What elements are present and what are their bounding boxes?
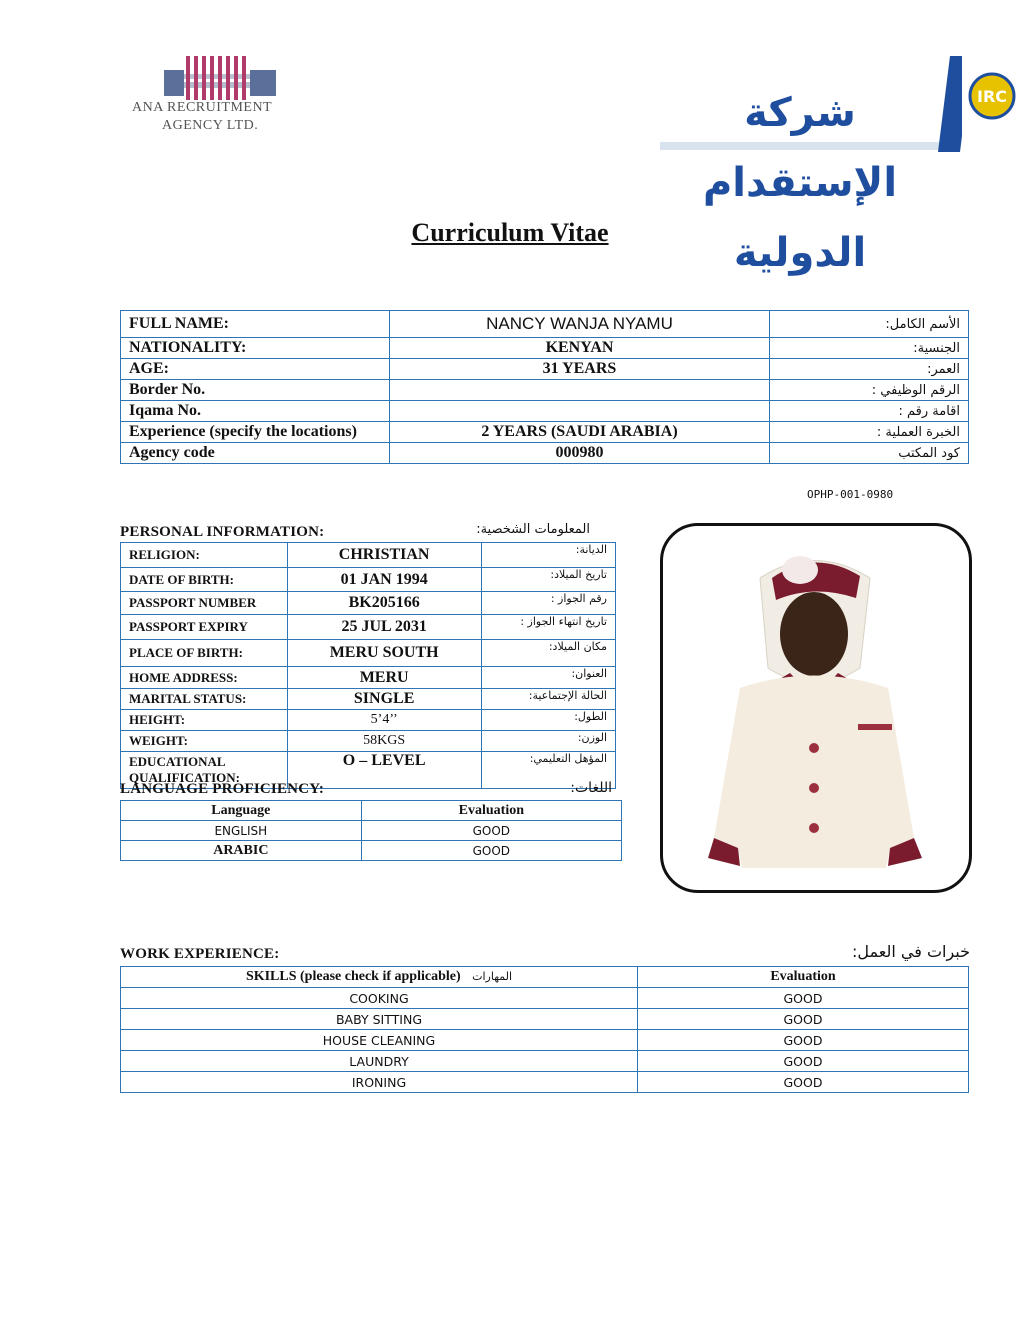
summary-label-ar: اقامة رقم : [770,401,969,422]
skills-col-header [121,967,638,988]
language-row [121,821,622,841]
personal-info-heading-ar: المعلومات الشخصية: [476,522,590,537]
language-heading-ar: اللغات: [570,780,612,796]
skill-name: IRONING [121,1072,638,1093]
work-experience-heading: WORK EXPERIENCE: [120,946,280,962]
personal-row [121,568,616,592]
language-name: ARABIC [121,841,362,861]
personal-value: 25 JUL 2031 [287,615,481,640]
personal-value: 58KGS [287,731,481,752]
personal-value: MERU [287,667,481,689]
personal-info-heading: PERSONAL INFORMATION: [120,524,325,540]
personal-row [121,667,616,689]
summary-value: NANCY WANJA NYAMU [389,311,770,338]
skill-row [121,1051,969,1072]
summary-label-ar: كود المكتب [770,443,969,464]
personal-label-ar: الديانة: [481,543,615,568]
skill-name: LAUNDRY [121,1051,638,1072]
reference-code: OPHP-001-0980 [807,488,894,501]
summary-table [120,310,969,464]
summary-label: Iqama No. [121,401,390,422]
skill-name: BABY SITTING [121,1009,638,1030]
personal-row [121,689,616,710]
personal-label: HEIGHT: [121,710,288,731]
personal-row [121,731,616,752]
personal-label-ar: تاريخ انتهاء الجواز : [481,615,615,640]
skill-evaluation: GOOD [638,1030,969,1051]
language-eval-col-header: Evaluation [361,801,621,821]
summary-label-ar: الخبرة العملية : [770,422,969,443]
irc-arabic-name: شركة الإستقدام الدولية [702,90,898,276]
skill-evaluation: GOOD [638,1009,969,1030]
personal-row [121,615,616,640]
personal-label-ar: الوزن: [481,731,615,752]
ana-logo-line2: AGENCY LTD. [162,118,259,133]
personal-label: PASSPORT EXPIRY [121,615,288,640]
personal-label: MARITAL STATUS: [121,689,288,710]
summary-row [121,380,969,401]
personal-value: O – LEVEL [287,752,481,789]
personal-value: 01 JAN 1994 [287,568,481,592]
personal-row [121,640,616,667]
summary-value [389,401,770,422]
personal-label-ar: الحالة الإجتماعية: [481,689,615,710]
summary-label: Experience (specify the locations) [121,422,390,443]
summary-label: FULL NAME: [121,311,390,338]
page-title: Curriculum Vitae [411,218,609,247]
summary-row [121,311,969,338]
personal-value: 5’4’’ [287,710,481,731]
irc-badge-text: IRC [976,87,1008,106]
skill-evaluation: GOOD [638,988,969,1009]
summary-value: 2 YEARS (SAUDI ARABIA) [389,422,770,443]
language-table [120,800,622,861]
personal-value: SINGLE [287,689,481,710]
summary-row [121,443,969,464]
summary-row [121,401,969,422]
summary-label: Border No. [121,380,390,401]
skill-evaluation: GOOD [638,1072,969,1093]
language-evaluation: GOOD [361,821,621,841]
summary-label-ar: الرقم الوظيفي : [770,380,969,401]
personal-label: HOME ADDRESS: [121,667,288,689]
summary-label: Agency code [121,443,390,464]
personal-row [121,710,616,731]
language-heading: LANGUAGE PROFICIENCY: [120,781,325,797]
skill-name: COOKING [121,988,638,1009]
personal-label: WEIGHT: [121,731,288,752]
work-experience-heading-ar: خبرات في العمل: [851,942,970,961]
personal-label: DATE OF BIRTH: [121,568,288,592]
summary-value: KENYAN [389,338,770,359]
language-name: ENGLISH [121,821,362,841]
summary-label-ar: الجنسية: [770,338,969,359]
summary-value: 31 YEARS [389,359,770,380]
skills-col-header-ar: المهارات [472,970,513,983]
personal-value: CHRISTIAN [287,543,481,568]
skills-col-header-en: SKILLS (please check if applicable) [245,969,461,984]
language-row [121,841,622,861]
summary-label-ar: الأسم الكامل: [770,311,969,338]
skill-name: HOUSE CLEANING [121,1030,638,1051]
personal-label-ar: تاريخ الميلاد: [481,568,615,592]
summary-label-ar: العمر: [770,359,969,380]
skills-eval-col-header: Evaluation [638,967,969,988]
personal-label: PLACE OF BIRTH: [121,640,288,667]
language-evaluation: GOOD [361,841,621,861]
ana-logo-line1: ANA RECRUITMENT [132,100,273,115]
personal-label: PASSPORT NUMBER [121,592,288,615]
skill-row [121,1030,969,1051]
work-experience-table [120,966,969,1093]
summary-row [121,359,969,380]
personal-row [121,592,616,615]
summary-row [121,338,969,359]
summary-value: 000980 [389,443,770,464]
skill-evaluation: GOOD [638,1051,969,1072]
skill-row [121,1009,969,1030]
personal-info-table [120,542,616,789]
personal-value: MERU SOUTH [287,640,481,667]
skill-row [121,1072,969,1093]
summary-row [121,422,969,443]
personal-label-ar: المؤهل التعليمي: [481,752,615,789]
personal-label-ar: رقم الجواز : [481,592,615,615]
summary-label: AGE: [121,359,390,380]
personal-label-ar: مكان الميلاد: [481,640,615,667]
summary-label: NATIONALITY: [121,338,390,359]
personal-label: RELIGION: [121,543,288,568]
summary-value [389,380,770,401]
language-col-header: Language [121,801,362,821]
personal-label-ar: العنوان: [481,667,615,689]
personal-value: BK205166 [287,592,481,615]
personal-row [121,543,616,568]
skill-row [121,988,969,1009]
candidate-photo [700,548,928,868]
personal-label: EDUCATIONAL QUALIFICATION: [121,752,288,789]
personal-label-ar: الطول: [481,710,615,731]
